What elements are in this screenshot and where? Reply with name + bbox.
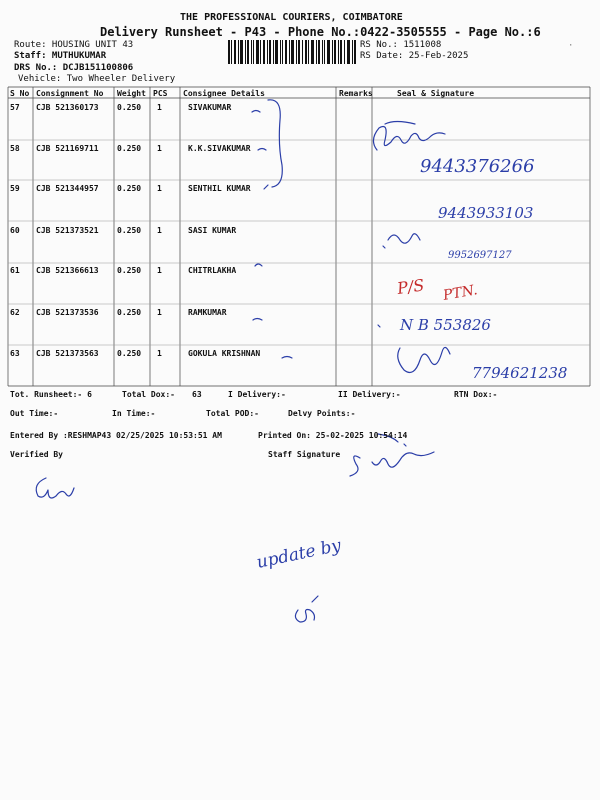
col-header-weight: Weight — [117, 89, 146, 98]
drs-number: DRS No.: DCJB151100806 — [14, 63, 134, 73]
handwritten-phone: 9443933103 — [438, 204, 534, 222]
company-title: THE PROFESSIONAL COURIERS, COIMBATORE — [180, 12, 403, 23]
col-header-remarks: Remarks — [339, 89, 373, 98]
staff-signature-label: Staff Signature — [268, 450, 341, 459]
handwritten-remark: PTN. — [441, 282, 479, 304]
row-consignee: SENTHIL KUMAR — [188, 184, 251, 193]
total-dox-value: 63 — [192, 390, 202, 399]
row-pcs: 1 — [157, 144, 162, 153]
row-weight: 0.250 — [117, 144, 142, 153]
row-consignment-no: CJB 521169711 — [36, 144, 99, 153]
handwritten-remark: P/S — [395, 275, 426, 298]
row-consignee: K.K.SIVAKUMAR — [188, 144, 251, 153]
row-pcs: 1 — [157, 184, 162, 193]
out-time-label: Out Time:- — [10, 409, 59, 418]
row-sno: 61 — [10, 266, 20, 275]
row-pcs: 1 — [157, 266, 162, 275]
total-pod-label: Total POD:- — [206, 409, 259, 418]
entered-by: Entered By :RESHMAP43 02/25/2025 10:53:51 AM — [10, 431, 222, 440]
row-consignment-no: CJB 521366613 — [36, 266, 99, 275]
rtn-dox-label: RTN Dox:- — [454, 390, 498, 399]
row-pcs: 1 — [157, 226, 162, 235]
col-header-pcs: PCS — [153, 89, 168, 98]
row-consignment-no: CJB 521373563 — [36, 349, 99, 358]
handwritten-update-note: update by — [254, 535, 343, 573]
total-runsheet: Tot. Runsheet:- 6 — [10, 390, 92, 399]
row-sno: 60 — [10, 226, 20, 235]
row-pcs: 1 — [157, 308, 162, 317]
col-header-consignee: Consignee Details — [183, 89, 265, 98]
row-consignee: RAMKUMAR — [188, 308, 227, 317]
row-consignment-no: CJB 521373536 — [36, 308, 99, 317]
in-time-label: In Time:- — [112, 409, 156, 418]
runsheet-subtitle: Delivery Runsheet - P43 - Phone No.:0422-3505555 - Page No.:6 — [100, 25, 541, 39]
row-sno: 57 — [10, 103, 20, 112]
delvy-points-label: Delvy Points:- — [288, 409, 356, 418]
row-pcs: 1 — [157, 103, 162, 112]
vehicle-label: Vehicle: Two Wheeler Delivery — [18, 74, 176, 84]
row-weight: 0.250 — [117, 103, 142, 112]
row-consignee: SIVAKUMAR — [188, 103, 232, 112]
row-pcs: 1 — [157, 349, 162, 358]
row-weight: 0.250 — [117, 184, 142, 193]
row-consignee: GOKULA KRISHNAN — [188, 349, 261, 358]
verified-by-label: Verified By — [10, 450, 63, 459]
col-header-consignment: Consignment No — [36, 89, 104, 98]
handwritten-phone: 9952697127 — [448, 250, 512, 261]
row-consignment-no: CJB 521344957 — [36, 184, 99, 193]
col-header-seal-signature: Seal & Signature — [397, 89, 475, 98]
row-weight: 0.250 — [117, 226, 142, 235]
row-weight: 0.250 — [117, 266, 142, 275]
handwritten-phone: 7794621238 — [472, 364, 568, 382]
rs-date: RS Date: 25-Feb-2025 — [360, 51, 469, 61]
handwritten-note: N B 553826 — [400, 316, 491, 334]
rs-number: RS No.: 1511008 — [360, 40, 442, 50]
row-consignment-no: CJB 521360173 — [36, 103, 99, 112]
row-consignee: SASI KUMAR — [188, 226, 237, 235]
row-sno: 62 — [10, 308, 20, 317]
row-sno: 59 — [10, 184, 20, 193]
dot-mark: · — [568, 41, 574, 51]
route-label: Route: HOUSING UNIT 43 — [14, 40, 134, 50]
row-sno: 58 — [10, 144, 20, 153]
row-weight: 0.250 — [117, 308, 142, 317]
total-dox-label: Total Dox:- — [122, 390, 175, 399]
row-weight: 0.250 — [117, 349, 142, 358]
handwritten-phone: 9443376266 — [420, 156, 535, 177]
col-header-sno: S No — [10, 89, 30, 98]
ii-delivery-label: II Delivery:- — [338, 390, 401, 399]
staff-label: Staff: MUTHUKUMAR — [14, 51, 107, 61]
row-consignment-no: CJB 521373521 — [36, 226, 99, 235]
i-delivery-label: I Delivery:- — [228, 390, 286, 399]
printed-on: Printed On: 25-02-2025 10:54:14 — [258, 431, 408, 440]
row-consignee: CHITRLAKHA — [188, 266, 237, 275]
row-sno: 63 — [10, 349, 20, 358]
